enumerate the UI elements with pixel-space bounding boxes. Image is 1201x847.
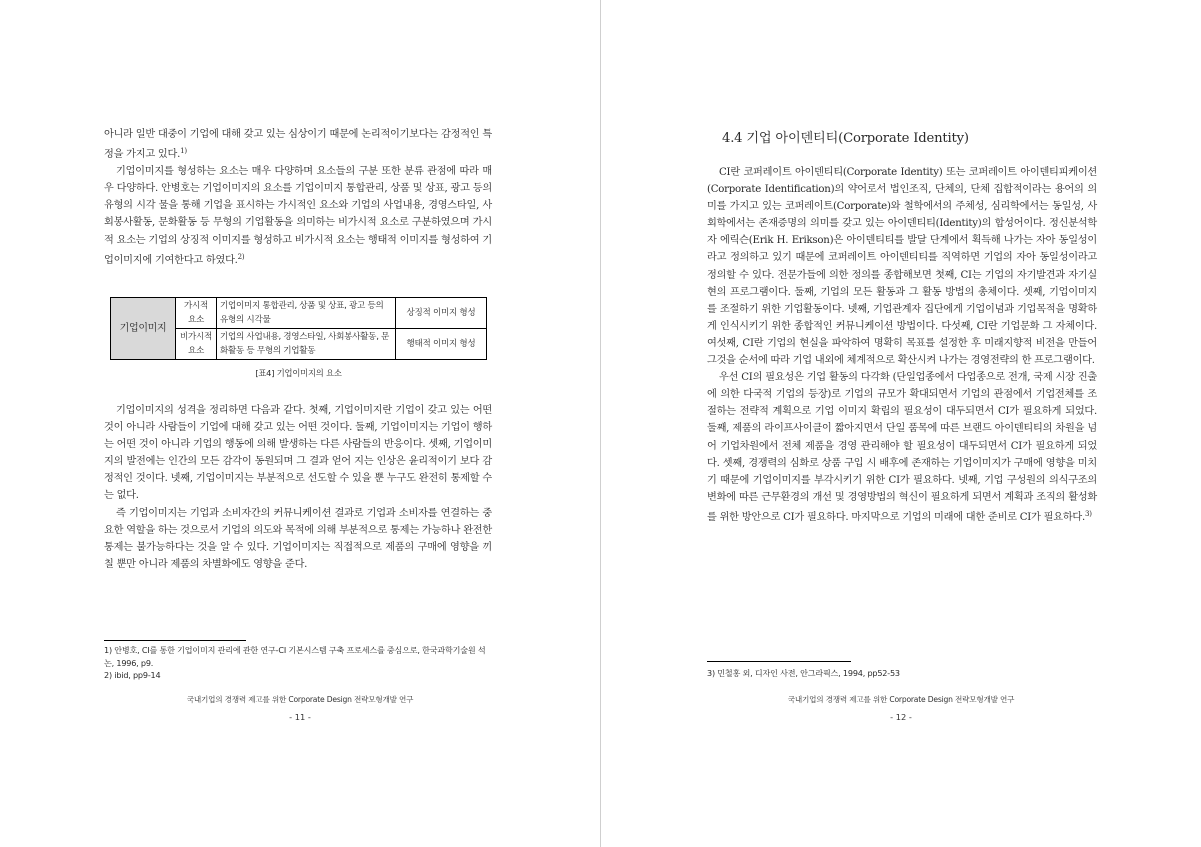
left-text-block-1 (104, 126, 492, 269)
table-cell-result: 상징적 이미지 형성 (396, 298, 487, 329)
left-paragraph-2 (104, 163, 492, 269)
page-number: - 12 - (890, 712, 912, 722)
table-header-cell: 기업이미지 (111, 298, 176, 360)
footnote-ref-3: 3) (1085, 509, 1092, 518)
right-footnotes (707, 667, 1097, 680)
left-page (0, 0, 600, 847)
left-paragraph-1 (104, 126, 492, 163)
footnote-ref-2: 2) (237, 252, 245, 261)
left-paragraph-1-text: 아니라 일반 대중이 기업에 대해 갖고 있는 심상이기 때문에 논리적이기보다는 감정적인 특정을 가지고 있다. (104, 129, 492, 161)
right-paragraph-1: CI란 코퍼레이트 아이덴티티(Corporate Identity) 또는 코퍼레이트 아이덴티피케이션(Corporate Identification)의 약어로서 법인조직, 단체의, 단체 집합적이라는 용어의 의미를 가지고 있는 코퍼레이트(Corporate)와 철학에서의 주체성, 심리학에서는 동일성, 사회학에서는 존재증명의 의미를 갖고 있는 아이덴티티(Identity)의 합성어이다. 정신분석학자 에릭슨(Erik H. Erikson)은 아이덴티티를 발달 단계에서 획득해 나가는 자아 동일성이라고 정의하고 있기 때문에 코퍼레이트 아이덴티티를 직역하면 기업의 자아 동일성이라고 정의할 수 있다. 전문가들에 의한 정의를 종합해보면 첫째, CI는 기업의 자기발견과 자기실현의 프로그램이다. 둘째, 기업의 모든 활동과 그 활동 방법의 총체이다. 셋째, 기업이미지를 조절하기 위한 기업활동이다. 넷째, 기업관계자 집단에게 기업이념과 기업목적을 명확하게 인식시키기 위한 종합적인 커뮤니케이션 방법이다. 다섯째, CI란 기업문화 그 자체이다. 여섯째, CI란 기업의 현실을 파악하여 명확히 목표를 설정한 후 미래지향적 비전을 만들어 그것을 순서에 따라 기업 내외에 체계적으로 확산시켜 나가는 경영전략의 한 프로그램이다. (707, 167, 1097, 367)
footnote-1: 1) 안병호, CI를 통한 기업이미지 관리에 관한 연구-CI 기본시스템 구축 프로세스를 중심으로, 한국과학기술원 석논, 1996, p9. (104, 645, 486, 668)
table-cell-desc: 기업의 사업내용, 경영스타일, 사회봉사활동, 문화활동 등 무형의 기업활동 (217, 329, 396, 360)
right-paragraph-2 (707, 369, 1097, 526)
table-caption: [표4] 기업이미지의 요소 (255, 368, 342, 378)
footnote-ref-1: 1) (180, 147, 187, 156)
section-title: 4.4 기업 아이덴티티(Corporate Identity) (722, 131, 969, 146)
running-footer: 국내기업의 경쟁력 제고를 위한 Corporate Design 전략모형개발 연구 (186, 695, 414, 704)
right-text-block (707, 164, 1097, 526)
left-paragraph-4: 즉 기업이미지는 기업과 소비자간의 커뮤니케이션 결과로 기업과 소비자를 연결하는 중요한 역할을 하는 것으로서 기업의 의도와 목적에 의해 부분적으로 통제는 가능하나 완전한 통제는 불가능하다는 것을 알 수 있다. 기업이미지는 직접적으로 제품의 구매에 영향을 끼칠 뿐만 아니라 제품의 차별화에도 영향을 준다. (104, 507, 492, 570)
right-paragraph-2-text: 우선 CI의 필요성은 기업 활동의 다각화 (단일업종에서 다업종으로 전개, 국제 시장 진출에 의한 다국적 기업의 등장)로 기업의 규모가 확대되면서 기업의 관점에서 기업전체를 조절하는 전략적 계획으로 기업 이미지 확립의 필요성이 대두되면서 CI가 필요하게 되었다. 둘째, 제품의 라이프사이클이 짧아지면서 단일 품목에 따른 브랜드 아이덴티티의 차원을 넘어 기업차원에서 전체 제품을 경영 관리해야 할 필요성이 대두되면서 CI가 필요하게 되었다. 셋째, 경쟁력의 심화로 상품 구입 시 배후에 존재하는 기업이미지가 구매에 영향을 미치기 때문에 기업이미지를 부각시키기 위한 CI가 필요하다. 넷째, 기업 구성원의 의식구조의 변화에 따른 근무환경의 개선 및 경영방법의 혁신이 필요하게 되면서 계획과 조직의 활성화를 위한 방안으로 CI가 필요하다. 마지막으로 기업의 미래에 대한 준비로 CI가 필요하다. (707, 372, 1097, 523)
footnote-3: 3) 민철홍 외, 디자인 사전, 안그라픽스, 1994, pp52-53 (707, 668, 900, 678)
left-text-block-2 (104, 402, 492, 573)
footnote-divider (707, 661, 851, 662)
footnote-divider (104, 640, 246, 641)
left-paragraph-2-text: 기업이미지를 형성하는 요소는 매우 다양하며 요소들의 구분 또한 분류 관점에 따라 매우 다양하다. 안병호는 기업이미지의 요소를 기업이미지 통합관리, 상품 및 상표, 광고 등의 유형의 시각 물을 통해 기업을 표시하는 가시적인 요소와 기업의 사업내용, 경영스타일, 사회봉사활동, 문화활동 등 무형의 기업활동을 의미하는 비가시적 요소로 구분하였으며 가시적 요소는 기업의 상징적 이미지를 형성하고 비가시적 요소는 행태적 이미지를 형성하여 기업이미지에 기여한다고 하였다. (104, 166, 492, 266)
footnote-2: 2) ibid, pp9-14 (104, 670, 161, 680)
page-number: - 11 - (289, 712, 311, 722)
running-footer: 국내기업의 경쟁력 제고를 위한 Corporate Design 전략모형개발 연구 (787, 695, 1015, 704)
table-cell-desc: 기업이미지 통합관리, 상품 및 상표, 광고 등의 유형의 시각물 (217, 298, 396, 329)
table-cell-result: 행태적 이미지 형성 (396, 329, 487, 360)
table-cell-type: 가시적 요소 (176, 298, 217, 329)
left-footnotes (104, 644, 494, 682)
left-paragraph-3: 기업이미지의 성격을 정리하면 다음과 같다. 첫째, 기업이미지란 기업이 갖고 있는 어떤 것이 아니라 사람들이 기업에 대해 갖고 있는 어떤 것이다. 둘째, 기업이미지는 기업이 행하는 어떤 것이 아니라 기업의 행동에 의해 발생하는 다른 사람들의 반응이다. 셋째, 기업이미지의 발전에는 인간의 모든 감각이 동원되며 그 결과 얻어 지는 인상은 윤리적이기 보다 감정적인 것이다. 넷째, 기업이미지는 부분적으로 선도할 수 있을 뿐 누구도 완전히 통제할 수는 없다. (104, 405, 492, 502)
image-elements-table (110, 297, 487, 360)
table-row (111, 298, 487, 329)
table-cell-type: 비가시적 요소 (176, 329, 217, 360)
